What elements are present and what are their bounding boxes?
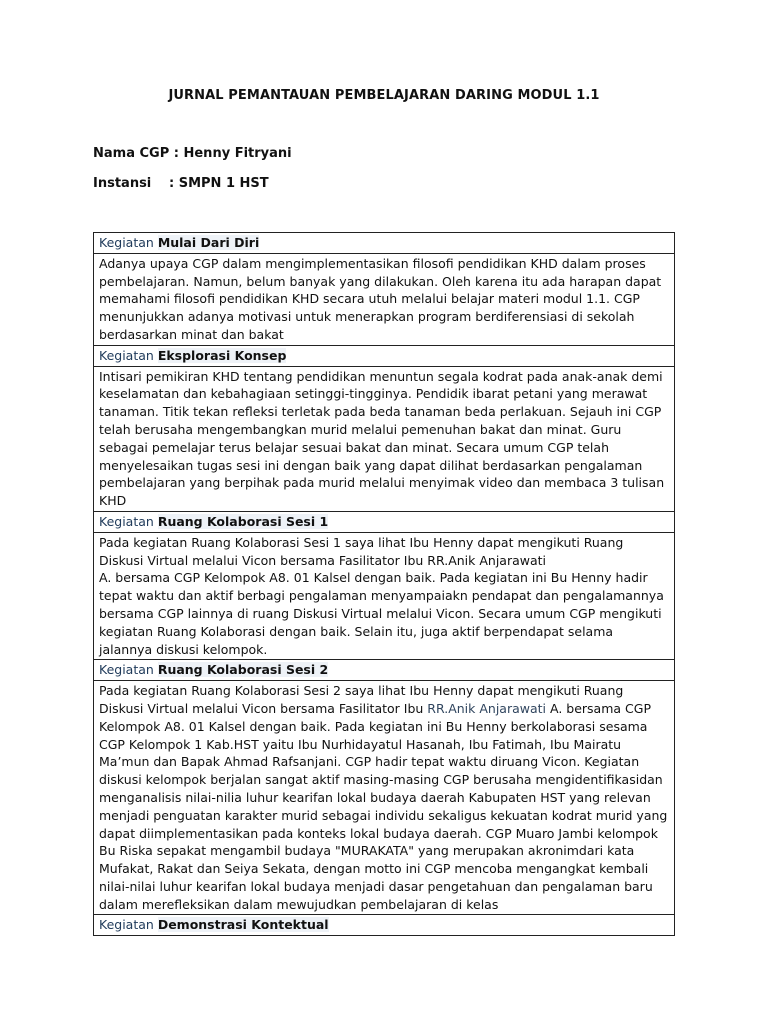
section-heading-demonstrasi-kontektual <box>94 915 675 936</box>
section-text: Intisari pemikiran KHD tentang pendidikan menuntun segala kodrat pada anak-anak demi keselamatan dan kebahagiaan setinggi-tingginya. Pendidik ibarat petani yang merawat tanaman. Titik tekan refleksi terletak pada beda tanaman beda perlakuan. Sejauh ini CGP telah berusaha mengembangkan murid melalui pemenuhan bakat dan minat. Guru sebagai pemelajar terus belajar sesuai bakat dan minat. Secara umum CGP telah menyelesaikan tugas sesi ini dengan baik yang dapat dilihat berdasarkan pengalaman pembelajaran yang berpihak pada murid melalui menyimak video dan membaca 3 tulisan KHD <box>99 368 665 509</box>
section-heading-ruang-kolaborasi-2 <box>94 660 675 681</box>
section-heading-mulai-dari-diri <box>94 233 675 254</box>
section-heading-eksplorasi-konsep <box>94 345 675 366</box>
document-title: JURNAL PEMANTAUAN PEMBELAJARAN DARING MODUL 1.1 <box>168 88 600 103</box>
section-text-part: A. bersama CGP Kelompok A8. 01 Kalsel dengan baik. Pada kegiatan ini Bu Henny berkolaborasi sesama CGP Kelompok 1 Kab.HST yaitu Ibu Nurhidayatul Hasanah, Ibu Fatimah, Ibu Mairatu Ma’mun dan Bapak Ahmad Rafsanjani. CGP hadir tepat waktu diruang Vicon. Kegiatan diskusi kelompok berjalan sangat aktif masing-masing CGP berusaha mengidentifikasidan menganalisis nilai-nilia luhur kearifan lokal budaya daerah Kabupaten HST yang relevan menjadi penguatan karakter murid sebagai individu sekaligus kekuatan kodrat murid yang dapat diimplementasikan pada konteks lokal budaya daerah. CGP Muaro Jambi kelompok Bu Riska sepakat mengambil budaya "MURAKATA" yang merupakan akronimdari kata Mufakat, Rakat dan Seiya Sekata, dengan motto ini CGP mencoba mengangkat kembali nilai-nilai luhur kearifan lokal budaya menjadi dasar pengetahuan dan pengalaman baru dalam merefleksikan dalam mewujudkan pembelajaran di kelas <box>99 700 668 912</box>
section-text: Pada kegiatan Ruang Kolaborasi Sesi 1 saya lihat Ibu Henny dapat mengikuti Ruang Diskusi Virtual melalui Vicon bersama Fasilitator Ibu RR.Anik Anjarawati <box>99 534 624 568</box>
section-text-part: Pada kegiatan Ruang Kolaborasi Sesi 2 saya lihat Ibu Henny dapat mengikuti Ruang Diskusi Virtual melalui Vicon bersama Fasilitator Ibu <box>99 683 624 716</box>
section-body-eksplorasi-konsep <box>94 366 675 511</box>
section-heading-ruang-kolaborasi-1 <box>94 511 675 532</box>
instansi-line <box>93 176 269 191</box>
section-prefix: Kegiatan <box>99 917 154 933</box>
section-title: Eksplorasi Konsep <box>157 347 287 363</box>
section-body-mulai-dari-diri <box>94 253 675 345</box>
section-title: Demonstrasi Kontektual <box>157 917 329 933</box>
section-prefix: Kegiatan <box>99 662 154 678</box>
instansi-label: Instansi <box>93 176 152 191</box>
fasilitator-name: RR.Anik Anjarawati <box>427 700 547 716</box>
section-title: Mulai Dari Diri <box>157 235 260 250</box>
section-title: Ruang Kolaborasi Sesi 1 <box>157 513 329 529</box>
section-body-ruang-kolaborasi-1 <box>94 532 675 660</box>
section-text: Adanya upaya CGP dalam mengimplementasikan filosofi pendidikan KHD dalam proses pembelajaran. Namun, belum banyak yang dilakukan. Oleh karena itu ada harapan dapat memahami filosofi pendidikan KHD secara utuh melalui belajar materi modul 1.1. CGP menunjukkan adanya motivasi untuk menerapkan program berdiferensiasi di sekolah berdasarkan minat dan bakat <box>99 255 662 342</box>
section-text: A. bersama CGP Kelompok A8. 01 Kalsel dengan baik. Pada kegiatan ini Bu Henny hadir tepat waktu dan aktif berbagi pengalaman menyampaiakn pendapat dan pengalamannya bersama CGP lainnya di ruang Diskusi Virtual melalui Vicon. Secara umum CGP mengikuti kegiatan Ruang Kolaborasi dengan baik. Selain itu, juga aktif berpendapat selama jalannya diskusi kelompok. <box>99 570 664 657</box>
section-prefix: Kegiatan <box>99 235 154 250</box>
journal-table <box>93 232 675 936</box>
section-prefix: Kegiatan <box>99 347 154 363</box>
section-body-ruang-kolaborasi-2 <box>94 681 675 915</box>
nama-cgp: Nama CGP : Henny Fitryani <box>93 146 292 161</box>
section-text <box>99 682 669 913</box>
section-title: Ruang Kolaborasi Sesi 2 <box>157 662 329 678</box>
instansi-value: : SMPN 1 HST <box>169 176 269 191</box>
section-prefix: Kegiatan <box>99 513 154 529</box>
